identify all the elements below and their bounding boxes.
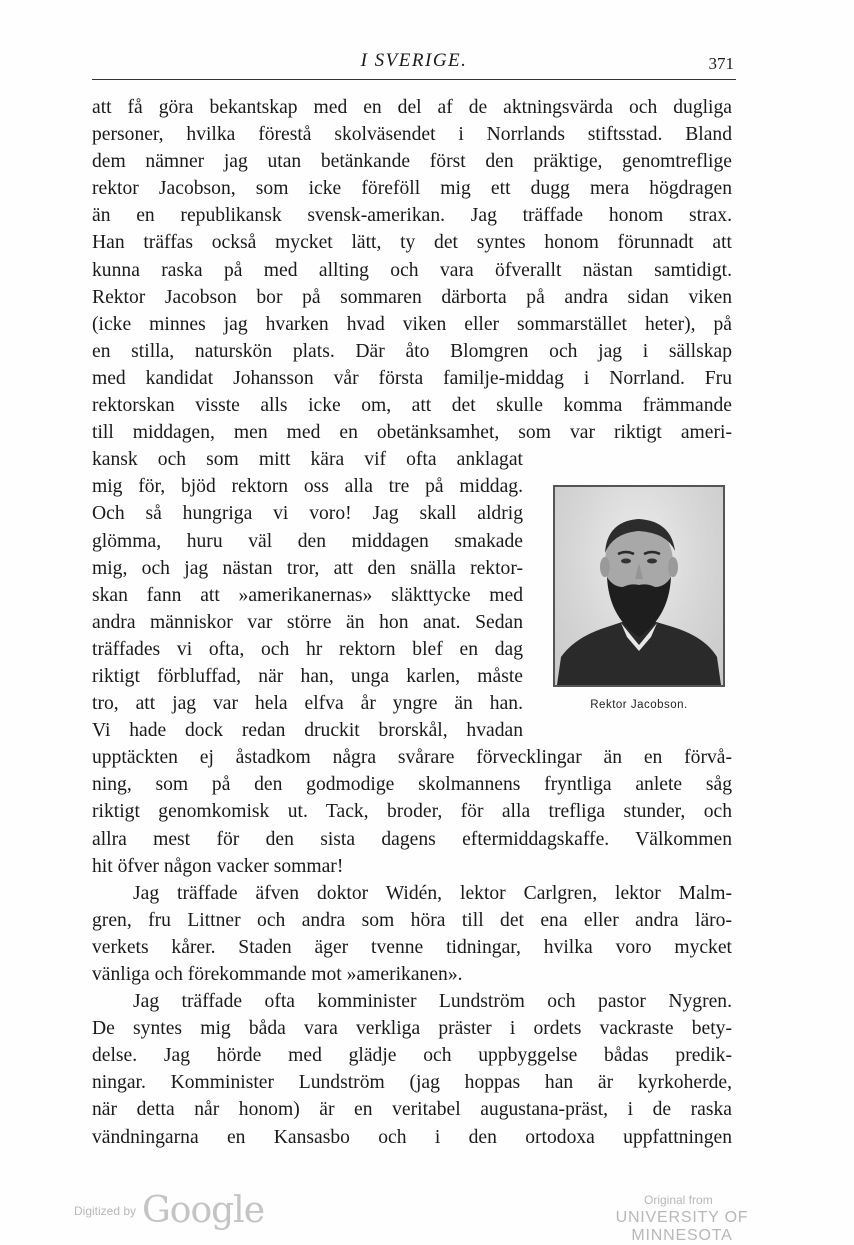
text-line: mig, och jag nästan tror, att den snälla rektor- [92, 557, 523, 579]
text-line: Rektor Jacobson bor på sommaren därborta på andra sidan viken [92, 286, 732, 308]
text-line: ning, som på den godmodige skolmannens fryntliga anlete såg [92, 774, 732, 796]
text-line: en stilla, naturskön plats. Där åto Blomgren och jag i sällskap [92, 340, 732, 362]
text-line: glömma, huru väl den middagen smakade [92, 530, 523, 552]
digitized-by-label: Digitized by [74, 1203, 137, 1218]
portrait-figure [553, 485, 725, 711]
figure-caption: Rektor Jacobson. [590, 699, 688, 711]
text-line: skan fann att »amerikanernas» släkttycke med [92, 584, 523, 606]
text-line: med kandidat Johansson vår första familje-middag i Norrland. Fru [92, 367, 732, 389]
original-from-mark [572, 1193, 792, 1245]
text-line: att få göra bekantskap med en del af de aktningsvärda och dugliga [92, 97, 732, 118]
text-line: när detta når honom) är en veritabel augustana-präst, i de raska [92, 1099, 732, 1121]
text-line: kansk och som mitt kära vif ofta anklagat [92, 449, 523, 471]
text-line: allra mest för den sista dagens eftermiddagskaffe. Välkommen [92, 828, 732, 850]
university-label: UNIVERSITY OF MINNESOTA [615, 1209, 749, 1244]
text-line: kunna raska på med allting och vara öfverallt nästan samtidigt. [92, 259, 732, 281]
text-line: Vi hade dock redan druckit brorskål, hvadan [92, 720, 523, 742]
text-line: gren, fru Littner och andra som höra till det ena eller andra läro- [92, 909, 732, 931]
text-line: (icke minnes jag hvarken hvad viken eller sommarstället heter), på [92, 313, 732, 335]
text-line: Jag träffade äfven doktor Widén, lektor Carlgren, lektor Malm- [133, 882, 732, 904]
text-line: riktigt genomkomisk ut. Tack, broder, för alla trefliga stunder, och [92, 801, 732, 823]
text-line: De syntes mig båda vara verkliga präster i ordets vackraste bety- [92, 1018, 732, 1040]
text-line: riktigt förbluffad, när han, unga karlen, måste [92, 665, 523, 687]
text-line: träffades vi ofta, och hr rektorn blef en dag [92, 638, 523, 660]
text-line: vänliga och förekommande mot »amerikanen». [92, 964, 463, 985]
text-line: än en republikansk svensk-amerikan. Jag träffade honom strax. [92, 205, 732, 227]
text-line: delse. Jag hörde med glädje och uppbyggelse bådas predik- [92, 1045, 732, 1067]
running-head: I SVERIGE. [360, 50, 468, 71]
text-line: till middagen, men med en obetänksamhet, som var riktigt ameri- [92, 422, 732, 444]
text-line: Och så hungriga vi voro! Jag skall aldrig [92, 503, 523, 525]
page-number: 371 [708, 54, 734, 73]
text-line: rektorskan visste alls icke om, att det skulle komma främmande [92, 395, 732, 417]
portrait-image [553, 485, 725, 687]
text-line: mig för, bjöd rektorn oss alla tre på middag. [92, 476, 523, 498]
page-header [92, 48, 736, 82]
text-line: verkets kårer. Staden äger tvenne tidningar, hvilka voro mycket [92, 936, 732, 958]
text-line: rektor Jacobson, som icke föreföll mig ett dugg mera högdragen [92, 178, 732, 200]
original-from-label: Original from [644, 1193, 713, 1207]
digitized-by-mark [74, 1190, 264, 1231]
google-logo: Google [142, 1190, 264, 1231]
text-line: Han träffas också mycket lätt, ty det syntes honom förunnadt att [92, 232, 732, 254]
text-line: hit öfver någon vacker sommar! [92, 855, 344, 877]
text-line: dem nämner jag utan betänkande först den präktige, genomtreflige [92, 151, 732, 173]
text-line: tro, att jag var hela elfva år yngre än han. [92, 693, 523, 715]
text-line: personer, hvilka förestå skolväsendet i Norrlands stiftsstad. Bland [92, 124, 732, 146]
text-line: Jag träffade ofta komminister Lundström och pastor Nygren. [133, 991, 732, 1013]
header-rule [92, 79, 736, 80]
text-line: andra människor var större än hon anat. Sedan [92, 611, 523, 633]
text-line: ningar. Komminister Lundström (jag hoppas han är kyrkoherde, [92, 1072, 732, 1094]
text-line: vändningarna en Kansasbo och i den ortodoxa uppfattningen [92, 1126, 732, 1148]
text-line: upptäckten ej åstadkom några svårare förvecklingar än en förvå- [92, 747, 732, 769]
portrait-icon [555, 487, 723, 685]
